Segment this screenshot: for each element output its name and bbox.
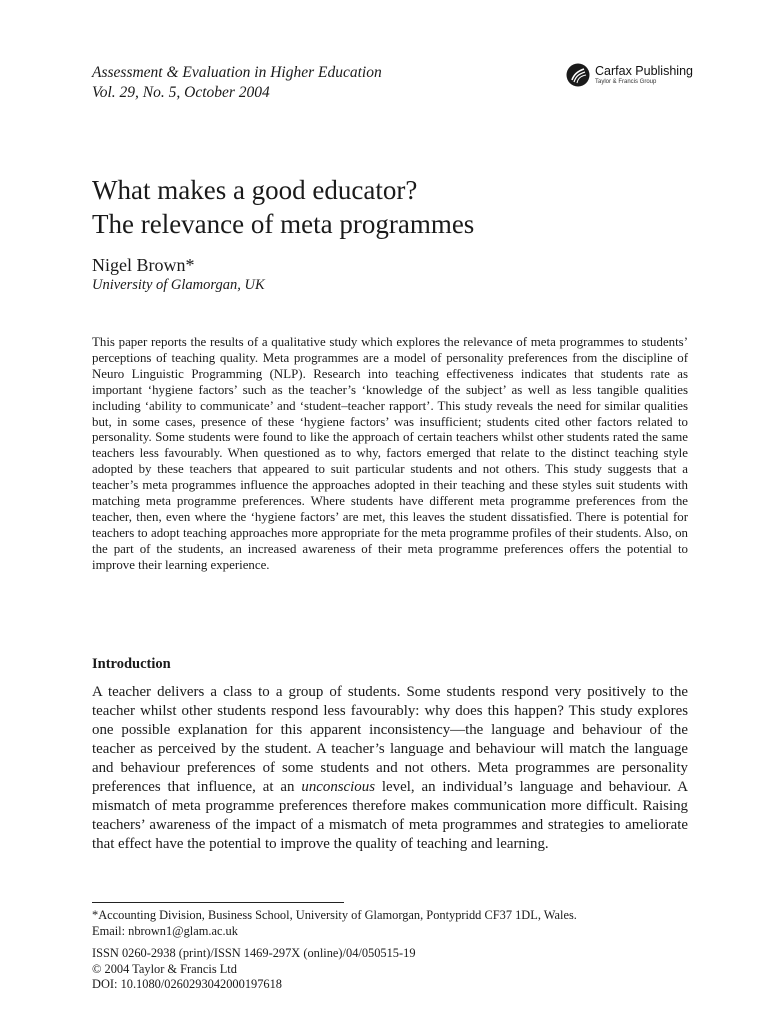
publisher-group: Taylor & Francis Group: [595, 78, 657, 85]
title-line-2: The relevance of meta programmes: [92, 209, 475, 239]
author-footnote-mark: *: [185, 255, 195, 275]
footnote-mark: *: [92, 908, 99, 922]
issn-line: ISSN 0260-2938 (print)/ISSN 1469-297X (online)/04/050515-19: [92, 946, 416, 960]
title-line-1: What makes a good educator?: [92, 175, 418, 205]
journal-issue: Vol. 29, No. 5, October 2004: [92, 84, 270, 101]
abstract-paragraph: This paper reports the results of a qualitative study which explores the relevance of meta programmes to students’ perceptions of teaching quality. Meta programmes are a model of personality preferences from the discipline of Neuro Linguistic Programming (NLP). Research into teaching effectiveness indicates that students rate as important ‘hygiene factors’ such as the teacher’s ‘knowledge of the subject’ as well as less tangible qualities including ‘ability to communicate’ and ‘student–teacher rapport’. This study reveals the need for similar qualities but, in some cases, presence of these ‘hygiene factors’ was insufficient; students cited other factors related to personality. Some students were found to like the approach of certain teachers whilst other students rated the same teachers less favourably. When questioned as to why, factors emerged that relate to the distinct teaching style adopted by these teachers that appeared to suit particular students and not others. This study suggests that a teacher’s meta programmes influence the approaches adopted in their teaching and these styles suit students with matching meta programme preferences. Where students have different meta programme preferences from the teacher, then, even where the ‘hygiene factors’ are met, this leaves the student dissatisfied. There is potential for teachers to adopt teaching approaches more appropriate for the meta programme profiles of their students. Also, on the part of the students, an increased awareness of their meta programme preferences offers the potential to improve their learning experience.: [92, 335, 688, 572]
publisher-name: Carfax Publishing: [595, 63, 693, 78]
intro-text-part-2: level, an individual’s language and behaviour. A mismatch of meta programme preferences therefore makes communication more difficult. Raising teachers’ awareness of the impact of a mismatch of meta programmes and strategies to ameliorate that effect have the potential to improve the quality of teaching and learning.: [92, 779, 688, 852]
intro-text-part-1: A teacher delivers a class to a group of students. Some students respond very positively to the teacher whilst other students respond less favourably: why does this happen? This study explores one possible explanation for this apparent inconsistency—the language and behaviour of the teacher as perceived by the student. A teacher’s language and behaviour will match the language and behaviour preferences of some students and not others. Meta programmes are personality preferences that influence, at an: [92, 684, 688, 795]
article-title: [92, 173, 692, 241]
carfax-logo-icon: [566, 63, 590, 87]
author-name: [92, 254, 195, 276]
publication-info: [92, 946, 416, 993]
doi-line[interactable]: DOI: 10.1080/0260293042000197618: [92, 977, 282, 991]
footnote: [92, 907, 692, 939]
journal-name: Assessment & Evaluation in Higher Education: [92, 64, 382, 81]
author-email[interactable]: Email: nbrown1@glam.ac.uk: [92, 924, 238, 938]
copyright-line: © 2004 Taylor & Francis Ltd: [92, 961, 237, 976]
author-affiliation: University of Glamorgan, UK: [92, 277, 265, 293]
journal-info: [92, 63, 382, 103]
author-text: Nigel Brown: [92, 255, 186, 275]
intro-emphasis: unconscious: [301, 779, 375, 795]
section-heading-introduction: Introduction: [92, 656, 171, 672]
footnote-text: Accounting Division, Business School, University of Glamorgan, Pontypridd CF37 1DL, Wales.: [98, 908, 577, 922]
introduction-paragraph: [92, 683, 688, 854]
footnote-divider: [92, 902, 344, 903]
publisher-block: [566, 63, 693, 87]
